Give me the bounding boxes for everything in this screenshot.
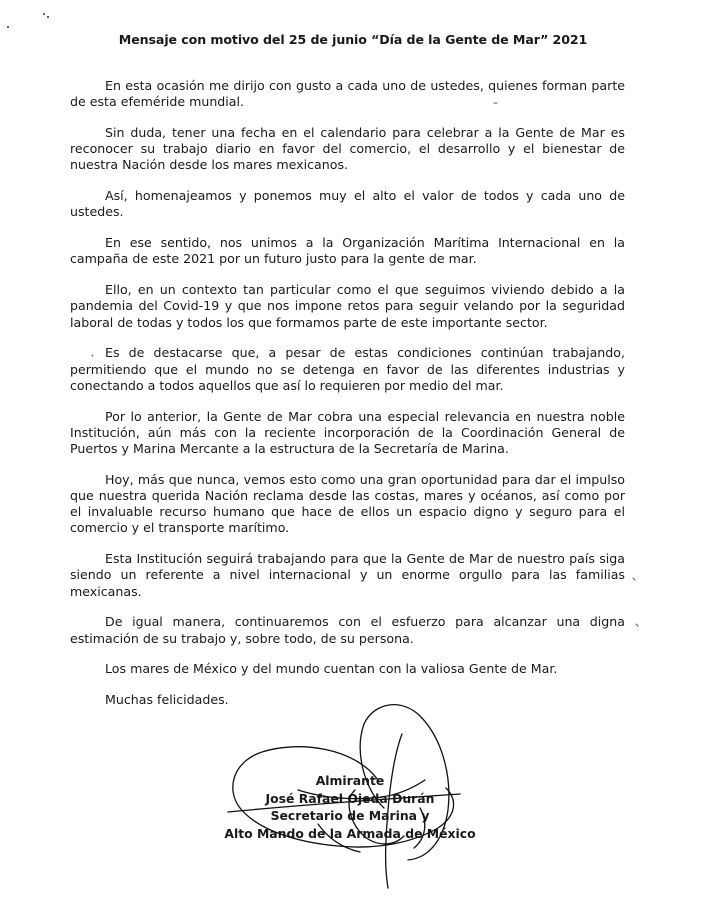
paragraph-12: Muchas felicidades. (105, 692, 229, 708)
signatory-rank: Almirante (315, 773, 385, 788)
signatory-name: José Rafael Ojeda Durán (265, 790, 435, 806)
document-title: Mensaje con motivo del 25 de junio “Día de la Gente de Mar” 2021 (118, 32, 588, 47)
paragraph-10: De igual manera, continuaremos con el esfuerzo para alcanzar una digna estimación de su trabajo y, sobre todo, de su persona. (70, 614, 625, 646)
paragraph-9: Esta Institución seguirá trabajando para que la Gente de Mar de nuestro país siga siendo un referente a nivel internacional y un enorme orgullo para las familias mexicanas. (70, 551, 625, 599)
signatory-position: Secretario de Marina y (270, 808, 430, 824)
paragraph-2: Sin duda, tener una fecha en el calendario para celebrar a la Gente de Mar es reconocer su trabajo diario en favor del comercio, el desarrollo y el bienestar de nuestra Nación desde los mares mexicanos. (70, 125, 625, 173)
paragraph-11: Los mares de México y del mundo cuentan con la valiosa Gente de Mar. (105, 661, 558, 677)
paragraph-7: Por lo anterior, la Gente de Mar cobra una especial relevancia en nuestra noble Institución, aún más con la reciente incorporación de la Coordinación General de Puertos y Marina Mercante a la estructura de la Secretaría de Marina. (70, 408, 625, 457)
paragraph-5: Ello, en un contexto tan particular como el que seguimos viviendo debido a la pandemia del Covid-19 y que nos impone retos para seguir velando por la seguridad laboral de todas y todos los que formamos parte de este importante sector. (70, 282, 625, 330)
signatory-command: Alto Mando de la Armada de México (224, 825, 476, 841)
scan-speck (47, 16, 49, 18)
paragraph-6: Es de destacarse que, a pesar de estas condiciones continúan trabajando, permitiendo que el mundo no se detenga en favor de las diferentes industrias y conectando a todos aquellos que así lo requieren por medio del mar. (70, 345, 625, 393)
signature-block (200, 772, 500, 842)
paragraph-3: Así, homenajeamos y ponemos muy el alto el valor de todos y cada uno de ustedes. (70, 188, 625, 220)
paragraph-8: Hoy, más que nunca, vemos esto como una gran oportunidad para dar el impulso que nuestra querida Nación reclama desde las costas, mares y océanos, así como por el invaluable recurso humano que hace de ellos un espacio digno y seguro para el comercio y el transporte marítimo. (70, 471, 625, 536)
scan-speck (7, 26, 9, 28)
paragraph-1: En esta ocasión me dirijo con gusto a cada uno de ustedes, quienes forman parte de esta efeméride mundial. (70, 78, 625, 110)
scan-speck (43, 13, 45, 15)
paragraph-4: En ese sentido, nos unimos a la Organización Marítima Internacional en la campaña de este 2021 por un futuro justo para la gente de mar. (70, 235, 625, 267)
document-body (70, 78, 625, 723)
